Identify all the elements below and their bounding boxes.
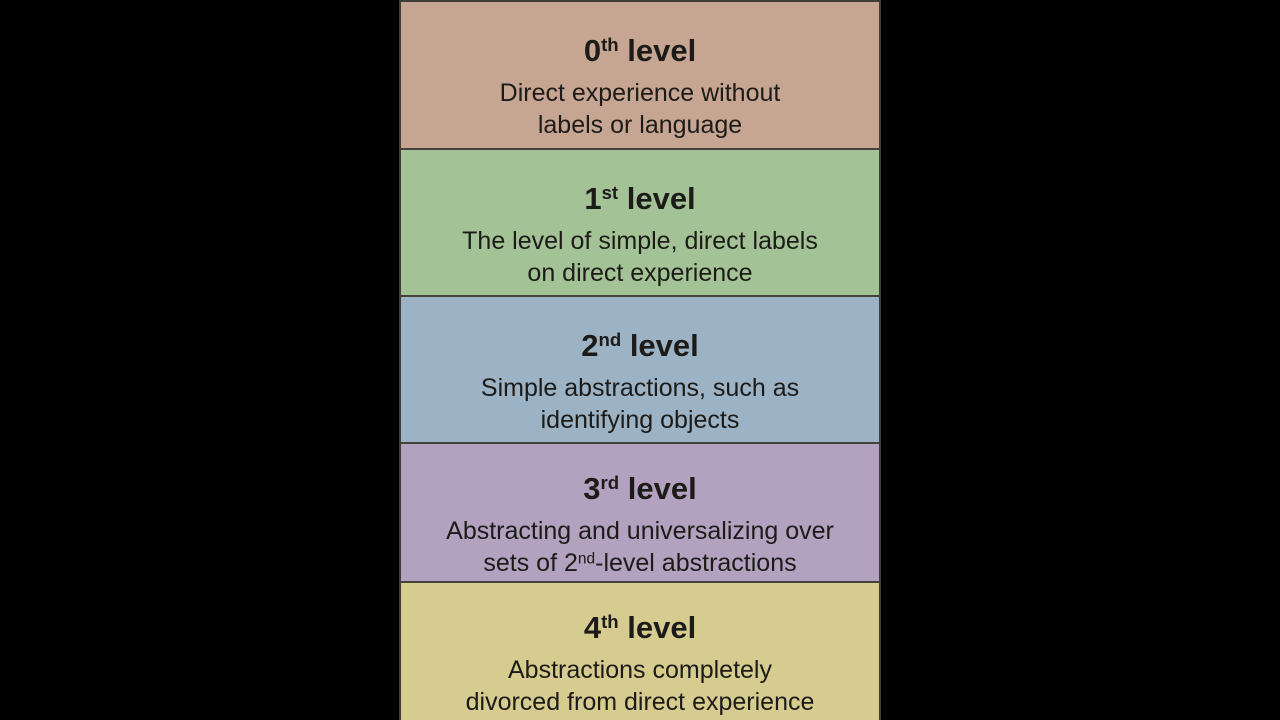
level-3-desc-line2-post: -level abstractions <box>595 548 797 577</box>
level-0-ordinal: th <box>601 33 619 55</box>
level-2-desc-line2: identifying objects <box>540 405 740 434</box>
level-2-description <box>481 372 799 436</box>
level-1-title <box>584 177 695 221</box>
level-3-desc-line1: Abstracting and universalizing over <box>446 516 834 545</box>
level-4-description <box>466 654 815 718</box>
level-4-ordinal: th <box>601 610 619 632</box>
level-4-title <box>584 606 696 650</box>
level-0-desc-line2: labels or language <box>537 111 743 139</box>
level-4-title-suffix: level <box>618 609 697 645</box>
level-2-desc-line1: Simple abstractions, such as <box>480 373 800 402</box>
level-1-title-suffix: level <box>618 180 696 216</box>
level-3-description <box>446 515 834 579</box>
level-2-title <box>581 324 699 368</box>
level-band-3 <box>401 442 879 581</box>
level-band-0 <box>401 2 879 148</box>
level-2-number: 2 <box>581 327 599 363</box>
level-0-title <box>584 29 696 73</box>
abstraction-levels-diagram <box>399 0 881 720</box>
level-1-desc-line1: The level of simple, direct labels <box>462 226 818 255</box>
level-band-2 <box>401 295 879 442</box>
level-3-ordinal: rd <box>600 471 620 493</box>
level-0-description <box>500 77 781 141</box>
level-1-desc-line2: on direct experience <box>527 258 753 287</box>
level-3-number: 3 <box>583 470 601 506</box>
level-3-desc-line2-sup: nd <box>577 549 596 567</box>
level-4-desc-line1: Abstractions completely <box>507 655 772 684</box>
level-band-1 <box>401 148 879 295</box>
level-2-title-suffix: level <box>621 327 699 363</box>
level-0-desc-line1: Direct experience without <box>499 79 781 107</box>
level-0-number: 0 <box>583 33 602 68</box>
level-2-ordinal: nd <box>598 328 622 350</box>
level-1-description <box>462 225 818 289</box>
level-band-4 <box>401 581 879 720</box>
level-3-title <box>583 467 696 511</box>
level-4-number: 4 <box>583 609 602 645</box>
level-3-title-suffix: level <box>619 470 697 506</box>
level-4-desc-line2: divorced from direct experience <box>465 687 815 716</box>
level-3-desc-line2-pre: sets of 2 <box>483 548 578 577</box>
level-1-ordinal: st <box>601 181 619 203</box>
level-0-title-suffix: level <box>618 33 697 68</box>
level-3-desc-line2 <box>483 549 796 577</box>
level-1-number: 1 <box>584 180 602 216</box>
